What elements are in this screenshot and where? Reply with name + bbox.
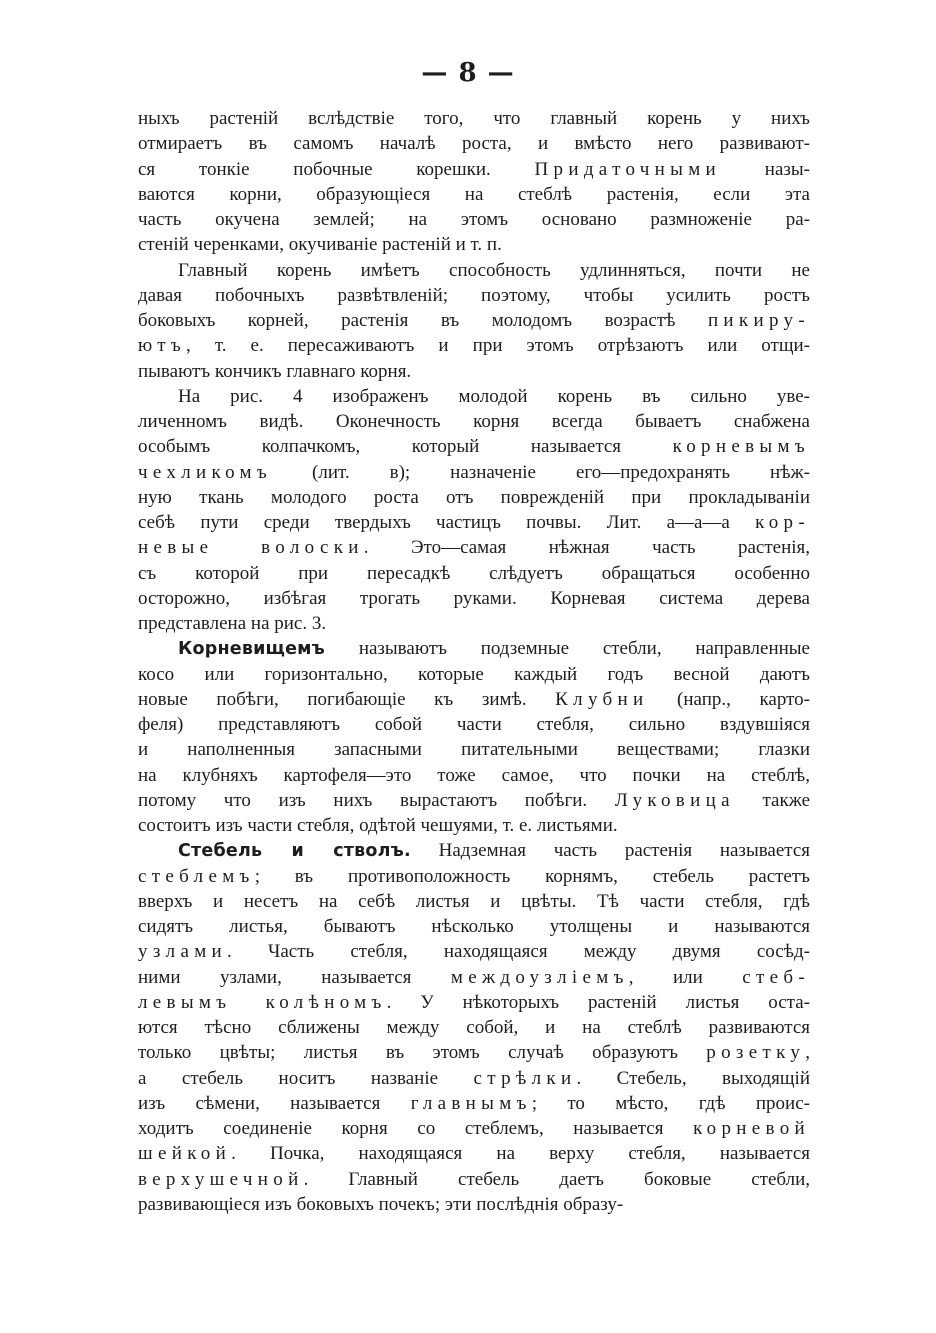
text-run: ную ткань молодого роста отъ поврежденій при прокладываніи <box>138 486 810 508</box>
text-line <box>138 687 810 712</box>
spaced-term: стрѣлки <box>473 1067 577 1089</box>
text-line <box>138 131 810 156</box>
text-line <box>138 611 810 636</box>
text-run: ются тѣсно сближены между собой, и на стеблѣ развиваются <box>138 1017 810 1038</box>
text-line <box>138 535 810 560</box>
spaced-term: Луковица <box>614 789 735 811</box>
text-run: ; въ противоположность корнямъ, стебель растетъ <box>254 865 810 887</box>
text-run: ныхъ растеній вслѣдствіе того, что главный корень у нихъ <box>138 108 810 129</box>
text-run: ваются корни, образующіеся на стеблѣ растенія, если эта <box>138 183 810 205</box>
text-line <box>138 813 810 838</box>
text-run: феля) представляютъ собой части стебля, сильно вздувшіяся <box>138 714 810 735</box>
text-run: новые побѣги, погибающіе къ зимѣ. <box>138 688 556 710</box>
text-run: косо или горизонтально, которые каждый годъ весной даютъ <box>138 663 810 685</box>
text-run: . Почка, находящаяся на верху стебля, называется <box>231 1143 810 1165</box>
text-run: . Это—самая нѣжная часть растенія, <box>363 537 811 559</box>
body-text <box>138 106 810 1217</box>
text-run: ; то мѣсто, гдѣ проис- <box>531 1092 810 1114</box>
bold-term: Стебель и стволъ. <box>178 841 411 862</box>
text-run: (лит. в); назначеніе его—предохранять нѣж- <box>272 461 810 483</box>
spaced-term: верхушечной <box>138 1168 304 1190</box>
text-line <box>138 283 810 308</box>
text-run: стеній черенками, окучиваніе растеній и т. п. <box>138 234 502 256</box>
spaced-term: ютъ <box>138 335 187 357</box>
text-line <box>138 561 810 586</box>
spaced-term: розетку <box>706 1042 806 1064</box>
text-line <box>138 763 810 788</box>
text-run: также <box>734 789 811 811</box>
text-line <box>138 232 810 257</box>
text-run: изъ сѣмени, называется <box>138 1092 411 1114</box>
text-run: На рис. 4 изображенъ молодой корень въ сильно уве- <box>178 385 810 407</box>
text-run: (напр., карто- <box>648 688 810 710</box>
spaced-term: пикиру- <box>707 310 810 331</box>
text-run: ходитъ соединеніе корня со стеблемъ, называется <box>138 1118 694 1139</box>
text-line <box>138 1015 810 1040</box>
spaced-term: чехликомъ <box>138 461 273 483</box>
spaced-term: Клубни <box>555 688 649 710</box>
bold-term: Корневищемъ <box>178 639 326 660</box>
text-run: Главный корень имѣетъ способность удлинняться, почти не <box>178 259 810 281</box>
text-line <box>138 1091 810 1116</box>
text-line <box>138 662 810 687</box>
spaced-term: шейкой <box>138 1143 232 1165</box>
text-line <box>138 510 810 535</box>
text-run: боковыхъ корней, растенія въ молодомъ возрастѣ <box>138 310 708 331</box>
text-line <box>138 207 810 232</box>
text-run: только цвѣты; листья въ этомъ случаѣ образуютъ <box>138 1042 707 1064</box>
text-line <box>138 1066 810 1091</box>
text-line <box>138 308 810 333</box>
text-line <box>138 106 810 131</box>
text-line <box>138 258 810 283</box>
text-line <box>138 460 810 485</box>
spaced-term: корневымъ <box>672 436 810 458</box>
text-line <box>138 434 810 459</box>
spaced-term: узлами <box>138 941 228 963</box>
text-line <box>138 636 810 661</box>
text-run: . Стебель, выходящій <box>576 1067 810 1089</box>
spaced-term: стеб- <box>742 966 810 988</box>
text-run: , или <box>628 966 743 988</box>
text-line <box>138 939 810 964</box>
text-run: . Главный стебель даетъ боковые стебли, <box>303 1168 810 1190</box>
text-line <box>138 1167 810 1192</box>
spaced-term: Придаточными <box>534 158 722 180</box>
text-run: , т. е. пересаживаютъ и при этомъ отрѣзаютъ или отщи- <box>186 335 810 357</box>
spaced-term: междоузліемъ <box>450 966 629 988</box>
page-number: — 8 — <box>421 58 515 88</box>
text-run: на клубняхъ картофеля—это тоже самое, что почки на стеблѣ, <box>138 764 810 786</box>
text-run: представлена на рис. 3. <box>138 613 327 634</box>
text-run: . У нѣкоторыхъ растеній листья оста- <box>386 991 810 1013</box>
text-line <box>138 1040 810 1065</box>
spaced-term: стеблемъ <box>138 865 255 887</box>
text-run: потому что изъ нихъ вырастаютъ побѣги. <box>138 789 615 811</box>
text-line <box>138 838 810 863</box>
text-run: съ которой при пересадкѣ слѣдуетъ обращаться особенно <box>138 562 810 584</box>
text-line <box>138 864 810 889</box>
text-line <box>138 1192 810 1217</box>
text-run: , <box>805 1042 810 1064</box>
text-run: личенномъ видѣ. Оконечность корня всегда бываетъ снабжена <box>138 411 810 432</box>
text-line <box>138 1116 810 1141</box>
text-run: и наполненныя запасными питательными веществами; глазки <box>138 739 810 761</box>
text-run: осторожно, избѣгая трогать руками. Корневая система дерева <box>138 587 810 609</box>
text-line <box>138 788 810 813</box>
text-line <box>138 914 810 939</box>
text-run: развивающіеся изъ боковыхъ почекъ; эти послѣднія образу- <box>138 1193 624 1215</box>
text-run: вверхъ и несетъ на себѣ листья и цвѣты. Тѣ части стебля, гдѣ <box>138 890 810 912</box>
text-line <box>138 965 810 990</box>
text-line <box>138 712 810 737</box>
text-line <box>138 384 810 409</box>
text-run: Надземная часть растенія называется <box>410 840 811 862</box>
text-line <box>138 359 810 384</box>
text-run: ся тонкіе побочные корешки. <box>138 158 535 180</box>
text-run: состоитъ изъ части стебля, одѣтой чешуями, т. е. листьями. <box>138 815 618 836</box>
text-line <box>138 157 810 182</box>
text-run: а стебель носитъ названіе <box>138 1067 474 1089</box>
text-run: отмираетъ въ самомъ началѣ роста, и вмѣсто него развивают- <box>138 133 810 155</box>
text-line <box>138 889 810 914</box>
spaced-term: главнымъ <box>410 1092 532 1114</box>
text-run: называютъ подземные стебли, направленные <box>325 638 810 660</box>
spaced-term: корневой <box>693 1118 810 1139</box>
text-line <box>138 182 810 207</box>
text-run: себѣ пути среди твердыхъ частицъ почвы. Лит. а—а—а <box>138 512 756 533</box>
text-line <box>138 1141 810 1166</box>
spaced-term: невые волоски <box>138 537 364 559</box>
text-run: давая побочныхъ развѣтвленій; поэтому, чтобы усилить ростъ <box>138 284 810 306</box>
spaced-term: левымъ колѣномъ <box>138 991 387 1013</box>
text-line <box>138 586 810 611</box>
text-line <box>138 409 810 434</box>
text-line <box>138 485 810 510</box>
text-run: пываютъ кончикъ главнаго корня. <box>138 360 412 382</box>
text-line <box>138 737 810 762</box>
text-run: назы- <box>721 158 810 180</box>
text-run: часть окучена землей; на этомъ основано размноженіе ра- <box>138 209 810 230</box>
text-run: сидятъ листья, бываютъ нѣсколько утолщены и называются <box>138 916 810 937</box>
spaced-term: кор- <box>755 512 810 533</box>
text-run: особымъ колпачкомъ, который называется <box>138 436 673 458</box>
text-line <box>138 990 810 1015</box>
text-run: ними узлами, называется <box>138 966 451 988</box>
text-run: . Часть стебля, находящаяся между двумя сосѣд- <box>227 941 810 963</box>
text-line <box>138 333 810 358</box>
